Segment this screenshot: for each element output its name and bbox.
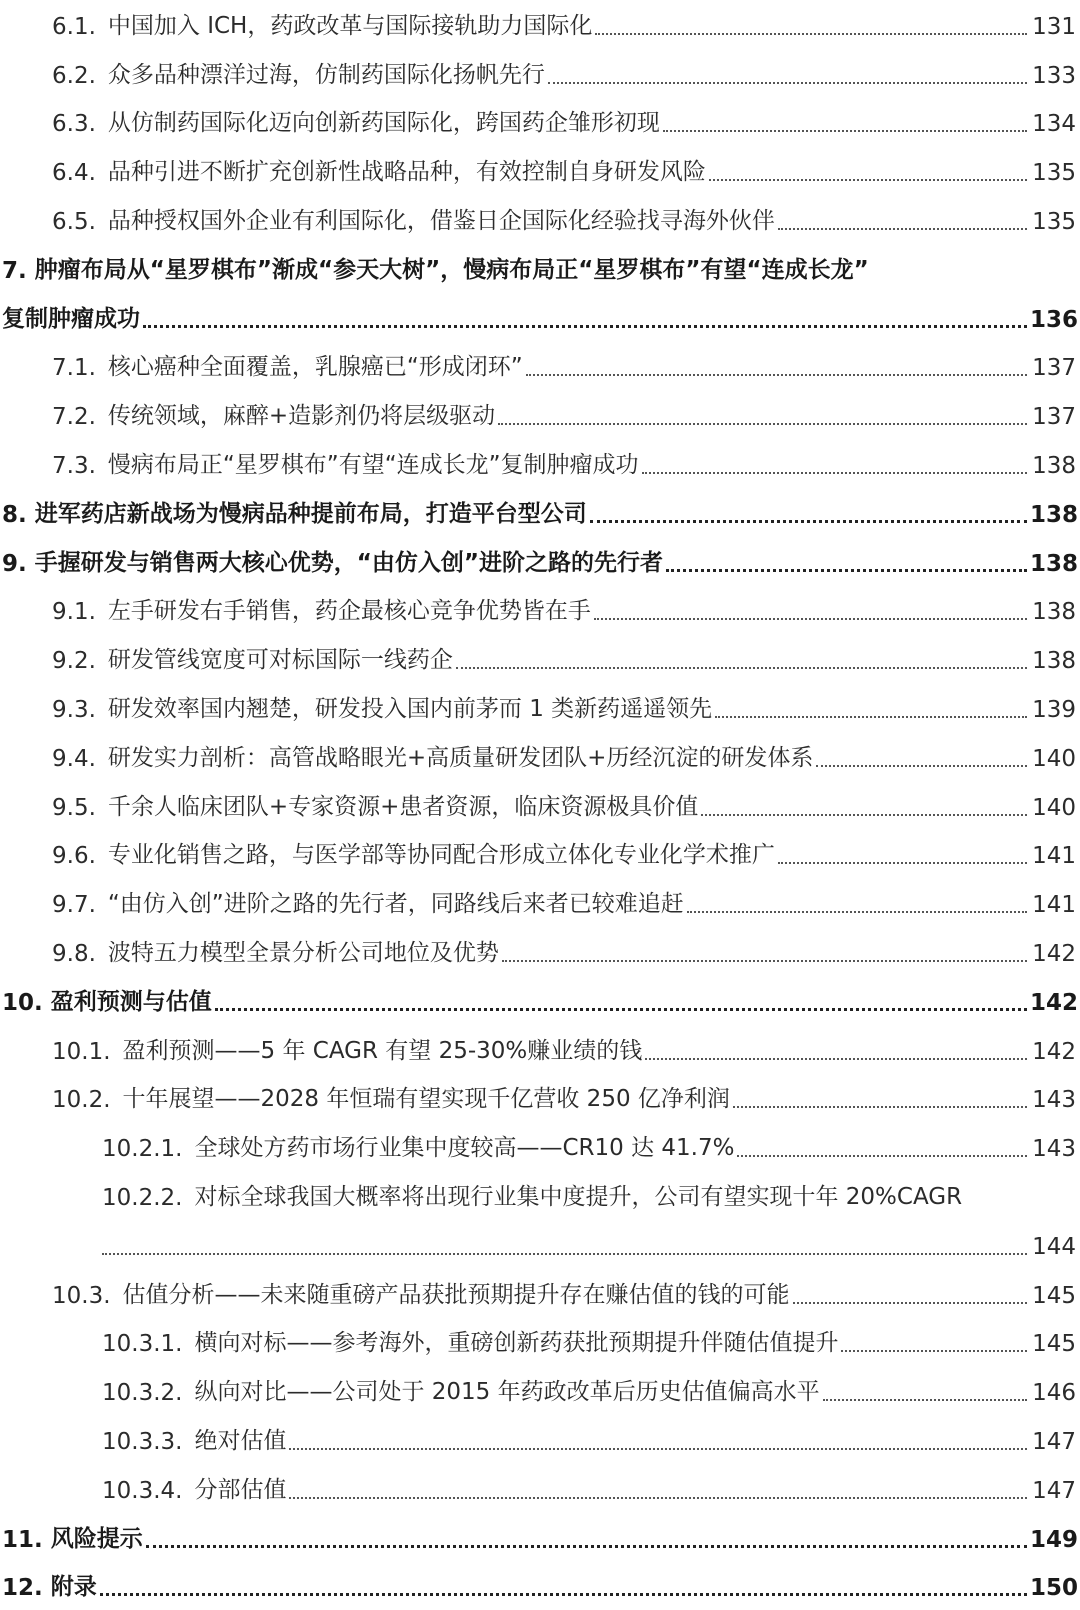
toc-entry-page: 143 (1030, 1136, 1080, 1162)
toc-entry-number: 10.3.4. (102, 1478, 182, 1504)
toc-entry[interactable] (0, 1562, 1080, 1610)
toc-entry-page: 138 (1030, 453, 1080, 479)
toc-entry-page: 141 (1030, 843, 1080, 869)
toc-entry-number: 9.1. (52, 599, 96, 625)
toc-entry[interactable] (0, 634, 1080, 683)
toc-entry-title: 全球处方药市场行业集中度较高——CR10 达 41.7% (194, 1129, 734, 1162)
toc-entry[interactable] (0, 1074, 1080, 1123)
toc-entry-number: 7.2. (52, 404, 96, 430)
toc-entry-title: 进军药店新战场为慢病品种提前布局，打造平台型公司 (35, 495, 587, 528)
toc-entry-title: “由仿入创”进阶之路的先行者，同路线后来者已较难追赶 (108, 885, 684, 918)
leader-dots (595, 33, 1027, 35)
toc-entry-number: 10.2.2. (102, 1185, 182, 1211)
toc-entry[interactable] (0, 1269, 1080, 1318)
toc-entry[interactable] (0, 1366, 1080, 1415)
toc-entry[interactable] (0, 1122, 1080, 1171)
toc-entry-number: 9.8. (52, 941, 96, 967)
toc-entry[interactable] (0, 0, 1080, 49)
toc-entry-number: 6.3. (52, 111, 96, 137)
leader-dots (663, 130, 1027, 132)
toc-entry-title: 对标全球我国大概率将出现行业集中度提升，公司有望实现十年 20%CAGR (194, 1178, 962, 1211)
toc-entry-page: 141 (1030, 892, 1080, 918)
toc-entry-page: 137 (1030, 404, 1080, 430)
leader-dots (778, 862, 1027, 864)
toc-entry-page: 149 (1030, 1527, 1080, 1553)
toc-entry-page: 134 (1030, 111, 1080, 137)
toc-entry-page: 142 (1030, 1039, 1080, 1065)
toc-entry-title: 左手研发右手销售，药企最核心竞争优势皆在手 (108, 592, 591, 625)
toc-entry-page: 135 (1030, 209, 1080, 235)
toc-entry-title: 手握研发与销售两大核心优势，“由仿入创”进阶之路的先行者 (35, 544, 663, 577)
leader-dots (841, 1350, 1027, 1352)
toc-entry[interactable] (0, 49, 1080, 98)
toc-entry-number: 9.4. (52, 746, 96, 772)
toc-entry-title: 品种引进不断扩充创新性战略品种，有效控制自身研发风险 (108, 153, 706, 186)
toc-entry-title: 慢病布局正“星罗棋布”有望“连成长龙”复制肿瘤成功 (108, 446, 639, 479)
toc-entry-number: 11. (2, 1527, 43, 1553)
leader-dots (778, 228, 1027, 230)
toc-entry-title: 传统领域，麻醉+造影剂仍将层级驱动 (108, 397, 495, 430)
toc-entry-page: 145 (1030, 1283, 1080, 1309)
toc-entry-title: 分部估值 (194, 1471, 286, 1504)
toc-entry-title: 附录 (51, 1568, 97, 1601)
toc-entry-number: 10. (2, 990, 43, 1016)
leader-dots (526, 374, 1027, 376)
toc-entry[interactable] (0, 342, 1080, 391)
leader-dots (687, 911, 1027, 913)
toc-entry-page: 147 (1030, 1429, 1080, 1455)
leader-dots (498, 423, 1027, 425)
leader-dots (816, 765, 1027, 767)
toc-entry-number: 9.6. (52, 843, 96, 869)
toc-entry[interactable] (0, 878, 1080, 927)
toc-entry-title: 中国加入 ICH，药政改革与国际接轨助力国际化 (108, 7, 592, 40)
toc-entry[interactable] (0, 830, 1080, 879)
toc-entry-title: 估值分析——未来随重磅产品获批预期提升存在赚估值的钱的可能 (123, 1276, 790, 1309)
leader-dots (666, 569, 1027, 572)
toc-entry-number: 7.1. (52, 355, 96, 381)
toc-entry-continuation[interactable] (0, 1220, 1080, 1269)
toc-entry-number: 12. (2, 1575, 43, 1601)
toc-entry-page: 145 (1030, 1331, 1080, 1357)
toc-entry-number: 9.3. (52, 697, 96, 723)
toc-entry-number: 9.5. (52, 795, 96, 821)
toc-entry-page: 142 (1030, 990, 1080, 1016)
leader-dots (709, 179, 1027, 181)
toc-entry-title: 横向对标——参考海外，重磅创新药获批预期提升伴随估值提升 (194, 1324, 838, 1357)
toc-entry[interactable] (0, 244, 1080, 293)
toc-entry-number: 8. (2, 502, 27, 528)
toc-entry-title: 肿瘤布局从“星罗棋布”渐成“参天大树”，慢病布局正“星罗棋布”有望“连成长龙” (35, 251, 869, 284)
toc-entry-title: 千余人临床团队+专家资源+患者资源，临床资源极具价值 (108, 788, 699, 821)
toc-entry-number: 10.2.1. (102, 1136, 182, 1162)
leader-dots (715, 716, 1027, 718)
leader-dots (215, 1008, 1027, 1011)
toc-entry-title: 绝对估值 (194, 1422, 286, 1455)
leader-dots (701, 814, 1027, 816)
leader-dots (737, 1155, 1027, 1157)
toc-entry[interactable] (0, 98, 1080, 147)
leader-dots (502, 960, 1027, 962)
toc-entry-title: 盈利预测与估值 (51, 983, 212, 1016)
toc-entry-page: 140 (1030, 746, 1080, 772)
toc-entry-page: 136 (1030, 307, 1080, 333)
leader-dots (642, 472, 1027, 474)
toc-entry-page: 131 (1030, 14, 1080, 40)
toc-entry-title: 盈利预测——5 年 CAGR 有望 25-30%赚业绩的钱 (123, 1032, 643, 1065)
toc-entry-number: 6.1. (52, 14, 96, 40)
toc-entry-number: 10.2. (52, 1087, 111, 1113)
toc-entry[interactable] (0, 732, 1080, 781)
leader-dots (289, 1497, 1027, 1499)
toc-entry[interactable] (0, 488, 1080, 537)
toc-entry[interactable] (0, 439, 1080, 488)
leader-dots (823, 1399, 1027, 1401)
toc-entry[interactable] (0, 976, 1080, 1025)
toc-entry-page: 137 (1030, 355, 1080, 381)
toc-entry-title: 专业化销售之路，与医学部等协同配合形成立体化专业化学术推广 (108, 836, 775, 869)
toc-entry[interactable] (0, 1171, 1080, 1220)
toc-entry-number: 6.4. (52, 160, 96, 186)
toc-entry-page: 139 (1030, 697, 1080, 723)
toc-entry-page: 138 (1030, 648, 1080, 674)
toc-entry[interactable] (0, 195, 1080, 244)
leader-dots (102, 1253, 1027, 1255)
toc-entry-title: 风险提示 (51, 1520, 143, 1553)
toc-entry-title: 研发效率国内翘楚，研发投入国内前茅而 1 类新药遥遥领先 (108, 690, 712, 723)
toc-entry[interactable] (0, 1318, 1080, 1367)
toc-entry-number: 7. (2, 258, 27, 284)
leader-dots (793, 1302, 1027, 1304)
leader-dots (143, 325, 1027, 328)
toc-entry-title: 波特五力模型全景分析公司地位及优势 (108, 934, 499, 967)
toc-entry[interactable] (0, 1415, 1080, 1464)
toc-entry-number: 9. (2, 551, 27, 577)
toc-entry-page: 150 (1030, 1575, 1080, 1601)
toc-entry-page: 147 (1030, 1478, 1080, 1504)
leader-dots (100, 1593, 1027, 1596)
toc-entry[interactable] (0, 927, 1080, 976)
leader-dots (456, 667, 1027, 669)
toc-entry-title: 纵向对比——公司处于 2015 年药政改革后历史估值偏高水平 (194, 1373, 819, 1406)
toc-entry[interactable] (0, 1464, 1080, 1513)
leader-dots (548, 82, 1027, 84)
toc-entry-number: 10.3.2. (102, 1380, 182, 1406)
leader-dots (645, 1058, 1027, 1060)
toc-entry[interactable] (0, 781, 1080, 830)
toc-entry-title: 十年展望——2028 年恒瑞有望实现千亿营收 250 亿净利润 (123, 1080, 730, 1113)
toc-entry-title-continuation: 复制肿瘤成功 (2, 300, 140, 333)
toc-entry-continuation[interactable] (0, 293, 1080, 342)
toc-entry[interactable] (0, 537, 1080, 586)
toc-entry-number: 10.3.3. (102, 1429, 182, 1455)
toc-entry-title: 品种授权国外企业有利国际化，借鉴日企国际化经验找寻海外伙伴 (108, 202, 775, 235)
toc-entry[interactable] (0, 146, 1080, 195)
toc-entry[interactable] (0, 1025, 1080, 1074)
toc-entry-number: 7.3. (52, 453, 96, 479)
leader-dots (590, 520, 1027, 523)
toc-entry-number: 10.3.1. (102, 1331, 182, 1357)
toc-entry-number: 10.3. (52, 1283, 111, 1309)
toc-entry-number: 9.2. (52, 648, 96, 674)
toc-entry-page: 133 (1030, 63, 1080, 89)
toc-entry-number: 6.5. (52, 209, 96, 235)
toc-entry[interactable] (0, 586, 1080, 635)
toc-entry[interactable] (0, 390, 1080, 439)
toc-entry-page: 146 (1030, 1380, 1080, 1406)
toc-entry-number: 9.7. (52, 892, 96, 918)
toc-entry-page: 138 (1030, 551, 1080, 577)
toc-entry-page: 142 (1030, 941, 1080, 967)
leader-dots (289, 1448, 1027, 1450)
toc-entry-page: 135 (1030, 160, 1080, 186)
toc-entry-number: 6.2. (52, 63, 96, 89)
toc-entry-page: 140 (1030, 795, 1080, 821)
toc-entry[interactable] (0, 683, 1080, 732)
toc-entry-page: 138 (1030, 599, 1080, 625)
toc-entry-number: 10.1. (52, 1039, 111, 1065)
leader-dots (594, 618, 1027, 620)
toc-entry-page: 143 (1030, 1087, 1080, 1113)
toc-entry-page: 138 (1030, 502, 1080, 528)
toc-entry-title: 研发管线宽度可对标国际一线药企 (108, 641, 453, 674)
leader-dots (146, 1545, 1027, 1548)
toc-entry-page: 144 (1030, 1234, 1080, 1260)
toc-entry[interactable] (0, 1513, 1080, 1562)
toc-entry-title: 从仿制药国际化迈向创新药国际化，跨国药企雏形初现 (108, 104, 660, 137)
leader-dots (733, 1106, 1027, 1108)
toc-entry-title: 研发实力剖析：高管战略眼光+高质量研发团队+历经沉淀的研发体系 (108, 739, 814, 772)
toc-entry-title: 众多品种漂洋过海，仿制药国际化扬帆先行 (108, 56, 545, 89)
toc-entry-title: 核心癌种全面覆盖，乳腺癌已“形成闭环” (108, 348, 523, 381)
